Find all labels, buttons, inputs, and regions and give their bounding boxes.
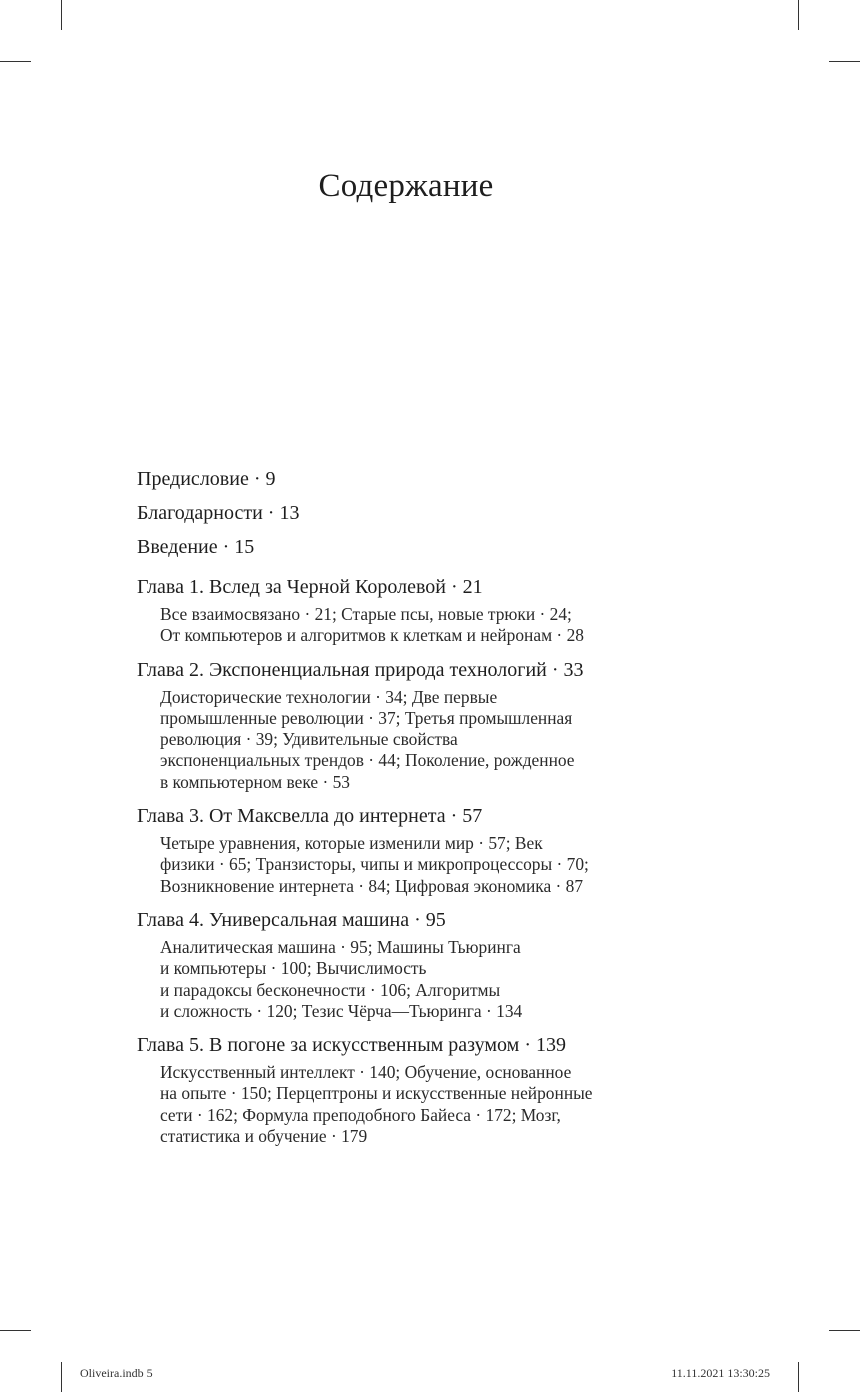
crop-mark-left-bottom: [0, 1330, 31, 1331]
crop-mark-right-top: [829, 61, 860, 62]
chapter-sections: [160, 937, 677, 1022]
crop-mark-top-left: [61, 0, 62, 30]
section-line: статистика и обучение · 179: [160, 1126, 368, 1147]
section-line: Все взаимосвязано · 21; Старые псы, новые трюки · 24;: [160, 604, 572, 624]
chapter-title: Глава 3. От Максвелла до интернета · 57: [137, 805, 483, 828]
section-line: Аналитическая машина · 95; Машины Тьюринга: [160, 936, 521, 957]
toc-chapter-5: [137, 1030, 677, 1147]
section-line: Четыре уравнения, которые изменили мир · 57; Век: [160, 833, 543, 854]
chapter-title: Глава 4. Универсальная машина · 95: [137, 908, 446, 931]
crop-mark-right-bottom: [829, 1330, 860, 1331]
section-line: в компьютерном веке · 53: [160, 771, 350, 792]
chapter-sections: [160, 1062, 677, 1147]
crop-mark-bottom-right: [798, 1362, 799, 1392]
section-line: От компьютеров и алгоритмов к клеткам и нейронам · 28: [160, 625, 584, 646]
section-line: на опыте · 150; Перцептроны и искусственные нейронные: [160, 1083, 593, 1104]
chapter-sections: [160, 687, 677, 793]
section-line: и компьютеры · 100; Вычислимость: [160, 958, 427, 979]
chapter-title: Глава 2. Экспоненциальная природа технологий · 33: [137, 658, 584, 681]
section-line: Возникновение интернета · 84; Цифровая экономика · 87: [160, 875, 584, 896]
section-line: революция · 39; Удивительные свойства: [160, 729, 458, 750]
toc-chapter-1: [137, 572, 677, 647]
section-line: экспоненциальных трендов · 44; Поколение, рожденное: [160, 750, 575, 771]
toc-entry-introduction: Введение · 15: [137, 536, 255, 558]
chapter-title: Глава 1. Вслед за Черной Королевой · 21: [137, 576, 483, 598]
chapter-sections: [160, 833, 677, 897]
section-line: физики · 65; Транзисторы, чипы и микропроцессоры · 70;: [160, 854, 589, 875]
page-title: Содержание: [318, 168, 494, 204]
section-line: и парадоксы бесконечности · 106; Алгоритмы: [160, 979, 501, 1000]
section-line: и сложность · 120; Тезис Чёрча—Тьюринга · 134: [160, 1000, 523, 1021]
chapter-sections: [160, 604, 677, 647]
section-line: сети · 162; Формула преподобного Байеса · 172; Мозг,: [160, 1104, 561, 1125]
toc-chapter-4: [137, 905, 677, 1022]
print-slug-datetime: 11.11.2021 13:30:25: [671, 1366, 770, 1380]
section-line: Искусственный интеллект · 140; Обучение, основанное: [160, 1062, 572, 1083]
section-line: Доисторические технологии · 34; Две первые: [160, 686, 498, 707]
print-slug-filename: Oliveira.indb 5: [80, 1366, 153, 1380]
chapter-title: Глава 5. В погоне за искусственным разумом · 139: [137, 1034, 566, 1057]
toc-chapter-3: [137, 801, 677, 897]
crop-mark-bottom-left: [61, 1362, 62, 1392]
section-line: промышленные революции · 37; Третья промышленная: [160, 707, 573, 728]
toc-chapter-2: [137, 655, 677, 793]
crop-mark-left-top: [0, 61, 31, 62]
table-of-contents: [137, 462, 677, 1147]
toc-entry-acknowledgements: Благодарности · 13: [137, 502, 300, 524]
crop-mark-top-right: [798, 0, 799, 30]
toc-entry-preface: Предисловие · 9: [137, 468, 276, 490]
